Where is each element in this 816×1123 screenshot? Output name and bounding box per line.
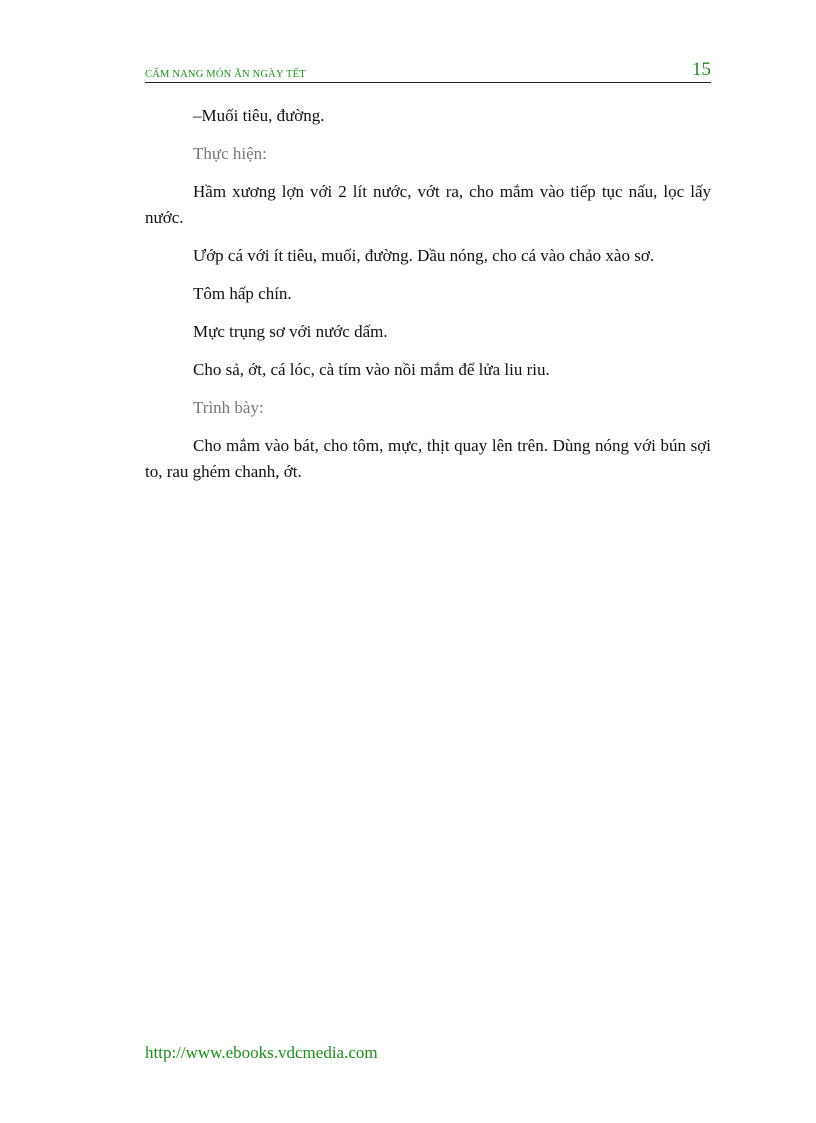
step-paragraph: Cho sả, ớt, cá lóc, cà tím vào nồi mắm để lửa liu riu. xyxy=(193,360,550,379)
section-heading-preparation: Thực hiện: xyxy=(193,144,267,163)
page-header xyxy=(145,58,711,83)
page-number: 15 xyxy=(692,59,711,80)
step-paragraph: Mực trụng sơ với nước dấm. xyxy=(193,322,388,341)
step-paragraph: Cho mắm vào bát, cho tôm, mực, thịt quay lên trên. Dùng nóng với bún sợi to, rau ghém chanh, ớt. xyxy=(145,436,711,481)
step-paragraph: Ướp cá với ít tiêu, muối, đường. Dầu nóng, cho cá vào chảo xào sơ. xyxy=(193,246,655,265)
step-paragraph: Hầm xương lợn với 2 lít nước, vớt ra, cho mắm vào tiếp tục nấu, lọc lấy nước. xyxy=(145,182,711,227)
step-paragraph: Tôm hấp chín. xyxy=(193,284,292,303)
ingredient-line: –Muối tiêu, đường. xyxy=(193,106,325,125)
page-body xyxy=(145,103,711,497)
header-title: CẨM NANG MÓN ĂN NGÀY TẾT xyxy=(145,69,306,80)
footer-url[interactable]: http://www.ebooks.vdcmedia.com xyxy=(145,1043,378,1062)
section-heading-presentation: Trình bày: xyxy=(193,398,264,417)
